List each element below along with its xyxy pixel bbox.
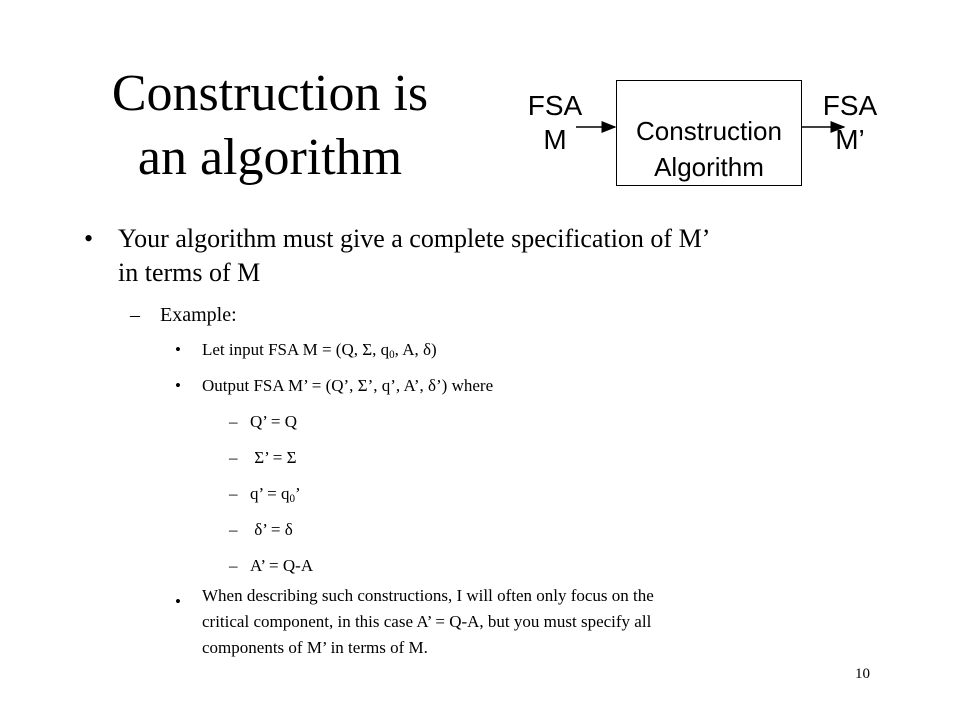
item-sigma-dash: – (229, 448, 238, 467)
box-line-1: Construction (636, 116, 782, 146)
example-label: Example: (160, 304, 237, 326)
start-prefix: q’ = q (250, 484, 290, 503)
start-suffix: ’ (295, 484, 301, 503)
box-line-2: Algorithm (654, 152, 764, 182)
item-sigma: Σ’ = Σ (250, 448, 297, 467)
input-bullet-marker: • (175, 340, 181, 359)
item-delta: δ’ = δ (250, 520, 293, 539)
bullet-1-marker: • (84, 224, 94, 253)
output-fsa-line-1: FSA (822, 90, 878, 121)
bullet-1-line-1: Your algorithm must give a complete specification of M’ (118, 224, 711, 253)
input-fsa-line-2: M (543, 124, 567, 155)
item-start-state (250, 482, 301, 505)
item-delta-dash: – (229, 520, 238, 539)
item-q-dash: – (229, 412, 238, 431)
bullet-1-line-2: in terms of M (118, 258, 261, 287)
input-def-prefix: Let input FSA M = (Q, Σ, q (202, 340, 390, 359)
page-number: 10 (855, 666, 870, 682)
output-bullet-marker: • (175, 376, 181, 395)
title-line-2: an algorithm (137, 129, 403, 186)
item-start-dash: – (229, 484, 238, 503)
note-line-3: components of M’ in terms of M. (202, 638, 428, 657)
output-fsa-definition: Output FSA M’ = (Q’, Σ’, q’, A’, δ’) where (202, 376, 494, 395)
input-fsa-definition (202, 338, 437, 361)
item-accept-dash: – (229, 556, 238, 575)
item-accept: A’ = Q-A (250, 556, 314, 575)
title-line-1: Construction is (111, 65, 429, 122)
output-fsa-line-2: M’ (835, 124, 865, 155)
input-def-sub: 0 (389, 348, 395, 361)
input-fsa-line-1: FSA (527, 90, 583, 121)
start-sub: 0 (289, 492, 296, 505)
note-line-1: When describing such constructions, I will often only focus on the (202, 586, 654, 605)
note-bullet-marker: • (175, 592, 181, 611)
note-line-2: critical component, in this case A’ = Q-A, but you must specify all (202, 612, 652, 631)
input-def-suffix: , A, δ) (394, 340, 437, 359)
item-q: Q’ = Q (250, 412, 298, 431)
example-dash: – (130, 304, 140, 326)
